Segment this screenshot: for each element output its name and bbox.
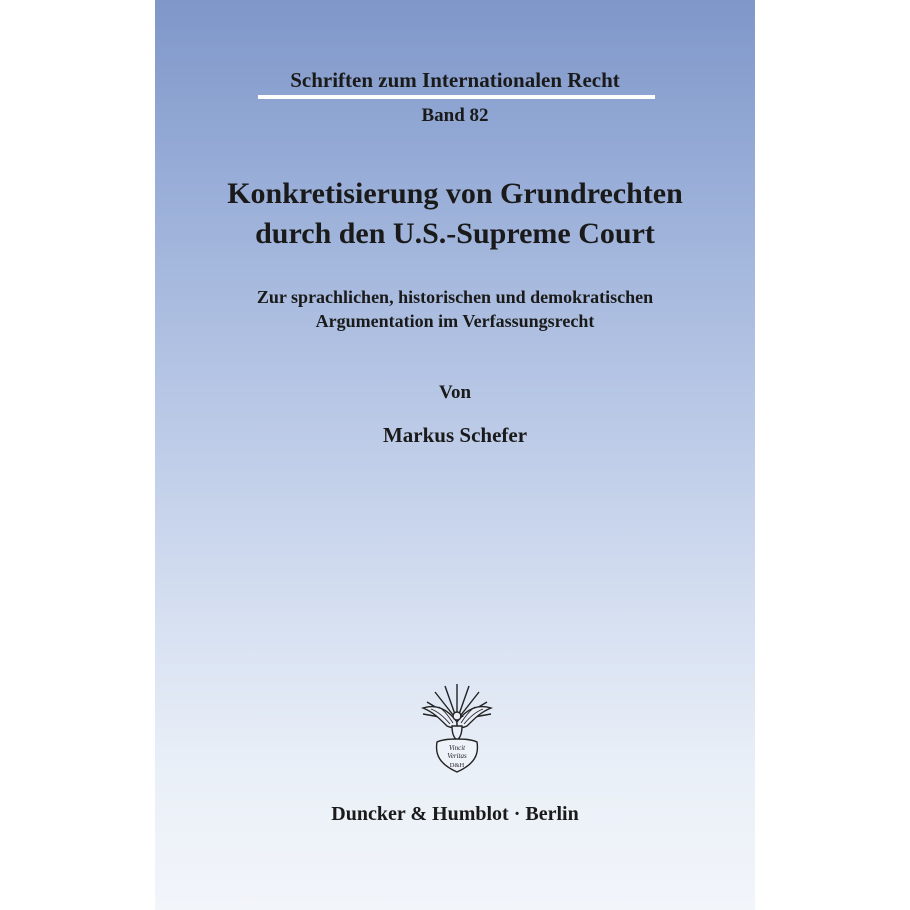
series-rule (258, 95, 655, 99)
by-label: Von (438, 382, 472, 403)
eagle-emblem-icon (417, 678, 497, 778)
logo-monogram: D&H (449, 762, 465, 769)
book-title (155, 174, 755, 254)
book-title-line-1: Konkretisierung von Grundrechten (227, 177, 683, 210)
author-name: Markus Schefer (382, 423, 528, 447)
book-title-line-2: durch den U.S.-Supreme Court (255, 217, 655, 250)
series-title: Schriften zum Internationalen Recht (290, 68, 620, 92)
book-cover (155, 0, 755, 910)
book-subtitle (155, 285, 755, 333)
publisher: Duncker & Humblot · Berlin (331, 803, 579, 825)
book-subtitle-line-2: Argumentation im Verfassungsrecht (315, 311, 595, 331)
logo-motto-line-1: Vincit (448, 744, 466, 752)
logo-motto-line-2: Veritas (447, 752, 467, 760)
volume-number: Band 82 (421, 105, 489, 126)
book-subtitle-line-1: Zur sprachlichen, historischen und demokratischen (256, 287, 654, 307)
